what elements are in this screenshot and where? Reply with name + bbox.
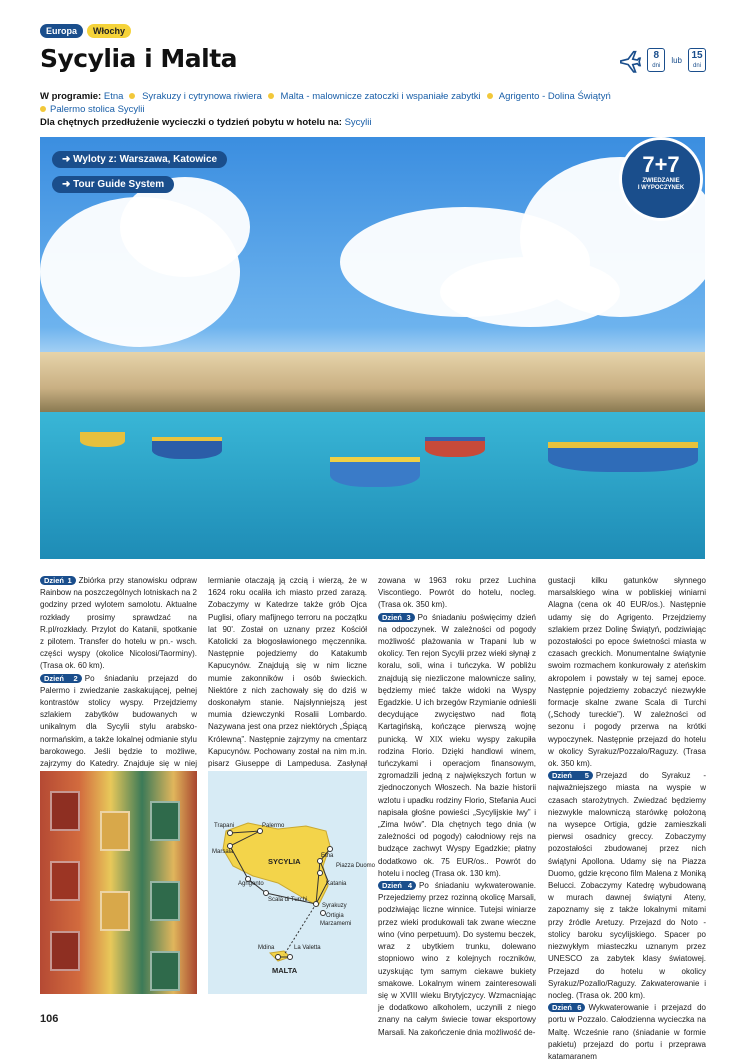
day-5-label: Dzień 5 <box>548 771 593 780</box>
days-8-badge[interactable]: 8 dni <box>647 48 665 72</box>
duration-badges <box>619 48 706 72</box>
day-1-label: Dzień 1 <box>40 576 76 585</box>
label-marsala: Marsala <box>212 849 234 855</box>
column-2: lermianie otaczają ją czcią i wierzą, że w 1624 roku ocaliła ich miasto przed zarazą. Zobaczymy w Katedrze także grób Ojca Puglisi, ofiary mafijnego terroru na początku lat 90'. Został on uznany przez Kościół Katolicki za błogosławionego męczennika. Następnie pojedziemy do Katakumb Kapucynów. Znajdują się w nim liczne mumie zakonników i osób świeckich. Niektóre z nich zachowały się do dziś w doskonałym stanie. Najsłynniejszą jest mumia dziewczynki Rosalii Lombardo. Nazywana jest ona przez niektórych „Śpiącą Królewną”. Następnie zajrzymy na cmentarz Kapucynów. Pochowany został na nim m.in. pisarz Giuseppe di Lampedusa. Zasłynął <box>208 576 367 769</box>
label-ortigia: Ortigia <box>326 913 344 919</box>
days-15-badge[interactable]: 15 dni <box>688 48 706 72</box>
page-title: Sycylia i Malta <box>40 44 238 73</box>
extension-note: Dla chętnych przedłużenie wycieczki o tydzień pobytu w hotelu na: Sycylii <box>40 117 372 128</box>
tour-guide-pill[interactable]: ➜ Tour Guide System <box>52 176 174 193</box>
day-2-label: Dzień 2 <box>40 674 82 683</box>
column-4: gustacji kilku gatunków słynnego marsalskiego wina w pobliskiej winiarni Alagna (cena ok 40 EUR/os.). Następnie udamy się do Agrigento. Przejdziemy szlakiem przez Dolinę Świątyń, podziwiając pozostałości po epoce świetności miasta w czasach greckich. Monumentalne świątynie swoim rozmachem konkurowały z ateńskim akropolem i powstały w tej samej epoce. Następnie pojedziemy zobaczyć niezwykłe formacje skalne zwane Scala di Turchi („Schody tureckie”). W zależności od sezonu i pogody przerwa na krótki wypoczynek. Następnie przejazd do hotelu w okolicy Syrakuz/Pozzalo/Raguzy. (Trasa ok. 350 km). Dzień 5 Przejazd do Syrakuz - najważniejszego miasta na wyspie w czasach starożytnych. Zwiedzać będziemy niezwykle malowniczą starówkę położoną na wysepce Ortigia, gdzie zamieszkali pierwsi osadnicy greccy. Zobaczymy pozostałości zbudowanej przez nich świątyni Apollona. Udamy się na Piazza Duomo, gdzie kręcono film Malena z Moniką Belucci. Zobaczymy Katedrę wybudowaną w murach dawnej świątyni Ateny, zapoznamy się z także lokalnymi mitami przy źródle Aretuzy. Przejazd do Noto - stolicy baroku sycylijskiego. Spacer po niezwykłym miasteczku uznanym przez UNESCO za zabytek klasy światowej. Przejazd do hotelu w okolicy Syrakuz/Pozallo/Raguzy. Zakwaterowanie i nocleg. (Trasa ok. 200 km). Dzień 6 Wykwaterowanie i przejazd do portu w Pozzalo. Całodzienna wycieczka na Maltę. Wcześnie rano (śniadanie w formie pakietu) przejazd do portu i przeprawa katamaranem <box>548 576 706 1061</box>
label-marzamemi: Marzamemi <box>320 921 352 927</box>
or-label: lub <box>671 55 682 65</box>
label-mdina: Mdina <box>258 945 275 951</box>
label-palermo: Palermo <box>262 823 285 829</box>
program-list: W programie: Etna Syrakuzy i cytrynowa riwiera Malta - malownicze zatoczki i wspaniałe zabytki Agrigento - Dolina Świątyń Palermo stolica Sycylii <box>40 91 611 115</box>
day-4-label: Dzień 4 <box>378 881 416 890</box>
combo-badge: 7+7 ZWIEDZANIE I WYPOCZYNEK <box>619 137 703 221</box>
breadcrumb-tags <box>40 24 131 38</box>
day-6-label: Dzień 6 <box>548 1003 585 1012</box>
balconies-photo <box>40 771 197 994</box>
label-la-valetta: La Valetta <box>294 945 321 951</box>
tag-wlochy[interactable]: Włochy <box>87 24 131 38</box>
plane-icon <box>619 49 641 71</box>
label-etna: Etna <box>321 853 334 859</box>
label-agrigento: Agrigento <box>238 881 264 887</box>
label-trapani: Trapani <box>214 823 235 829</box>
column-3: zowana w 1963 roku przez Luchina Viscontiego. Powrót do hotelu, nocleg. (Trasa ok. 350 km). Dzień 3 Po śniadaniu poświęcimy dzień na odpoczynek. W zależności od pogody możliwość plażowania w Trapani lub w okolicy. Ten rejon Sycylii przez wieki słynął z koralu, soli, wina i tuńczyka. W pobliżu znajdują się niezliczone malownicze saliny, będziemy mieć także widoki na Wyspy Egadzkie. U ich brzegów Rzymianie odnieśli decydujące zwycięstwo nad flotą Kartagińską, kończące pierwszą wojnę punicką. W XIX wieku wyspy zakupiła rodzina Florio. Dzięki handlowi winem, tuńczykami i operacjom finansowym, zgromadzili jedną z największych fortun w zjednoczonych Włoszech. Na bazie historii wzlotu i upadku rodziny Florio, Stefania Auci napisała głośne powieści „Sycylijskie lwy” i „Zima lwów”. Dla chętnych tego dnia (w zależności od pogody) całodniowy rejs na budzące zachwyt Wyspy Egadzkie; płatny dodatkowo ok. 75 EUR/os.. Powrót do hotelu i nocleg (Trasa ok. 130 km). Dzień 4 Po śniadaniu wykwaterowanie. Przejedziemy przez rozinną okolicę Marsali, podziwiając liczne winnice. Tutejsi winiarze przez wieki produkowali tak zwane wieczne wino (vino perpetuum). Do systemu beczek, wraz z ubytkiem trunku, dolewano stopniowo wino z kolejnych roczników, uzyskując tym samym ciekawe bukiety smakowe. Lokalnym winem zainteresowali się w XVIII wieku Brytyjczycy. Wzmacniając je dodatkowo alkoholem, uczynili z niego znany na całym świecie towar eksportowy Marsali. Na zakończenie dnia możliwość de- <box>378 576 536 1037</box>
label-syrakuzy: Syrakuzy <box>322 903 347 909</box>
route-map <box>208 771 376 994</box>
column-1: Dzień 1 Zbiórka przy stanowisku odpraw Rainbow na poszczególnych lotniskach na 2 godziny przed wylotem samolotu. Aktualne rozkłady prosimy sprawdzać na R.pl/rozkłady. Przylot do Katanii, spotkanie z pilotem. Transfer do hotelu w pn.- wsch. części wyspy (okolice Nicolosi/Taorminy). (Trasa ok. 60 km). Dzień 2 Po śniadaniu przejazd do Palermo i zwiedzanie zaskakującej, pełnej kontrastów stolicy wyspy. Przejdziemy szlakiem zabytków budowanych w unikalnym dla Sycylii stylu arabsko-normańskim, a także lokalnej odmianie stylu barokowego. Jeśli będzie to możliwe, zajrzymy do Katedry. Znajduje się w niej <box>40 576 197 769</box>
label-malta: MALTA <box>272 966 298 975</box>
town-skyline <box>40 352 705 412</box>
label-katania: Katania <box>326 881 347 887</box>
page-number: 106 <box>40 1013 59 1025</box>
day-3-label: Dzień 3 <box>378 613 415 622</box>
departures-pill[interactable]: ➜ Wyloty z: Warszawa, Katowice <box>52 151 227 168</box>
label-piazza-duomo: Piazza Duomo <box>336 863 376 869</box>
label-sycylia: SYCYLIA <box>268 857 301 866</box>
label-scala-di-turchi: Scala di Turchi <box>268 897 308 903</box>
tag-europa[interactable]: Europa <box>40 24 83 38</box>
hero-photo <box>40 137 705 559</box>
